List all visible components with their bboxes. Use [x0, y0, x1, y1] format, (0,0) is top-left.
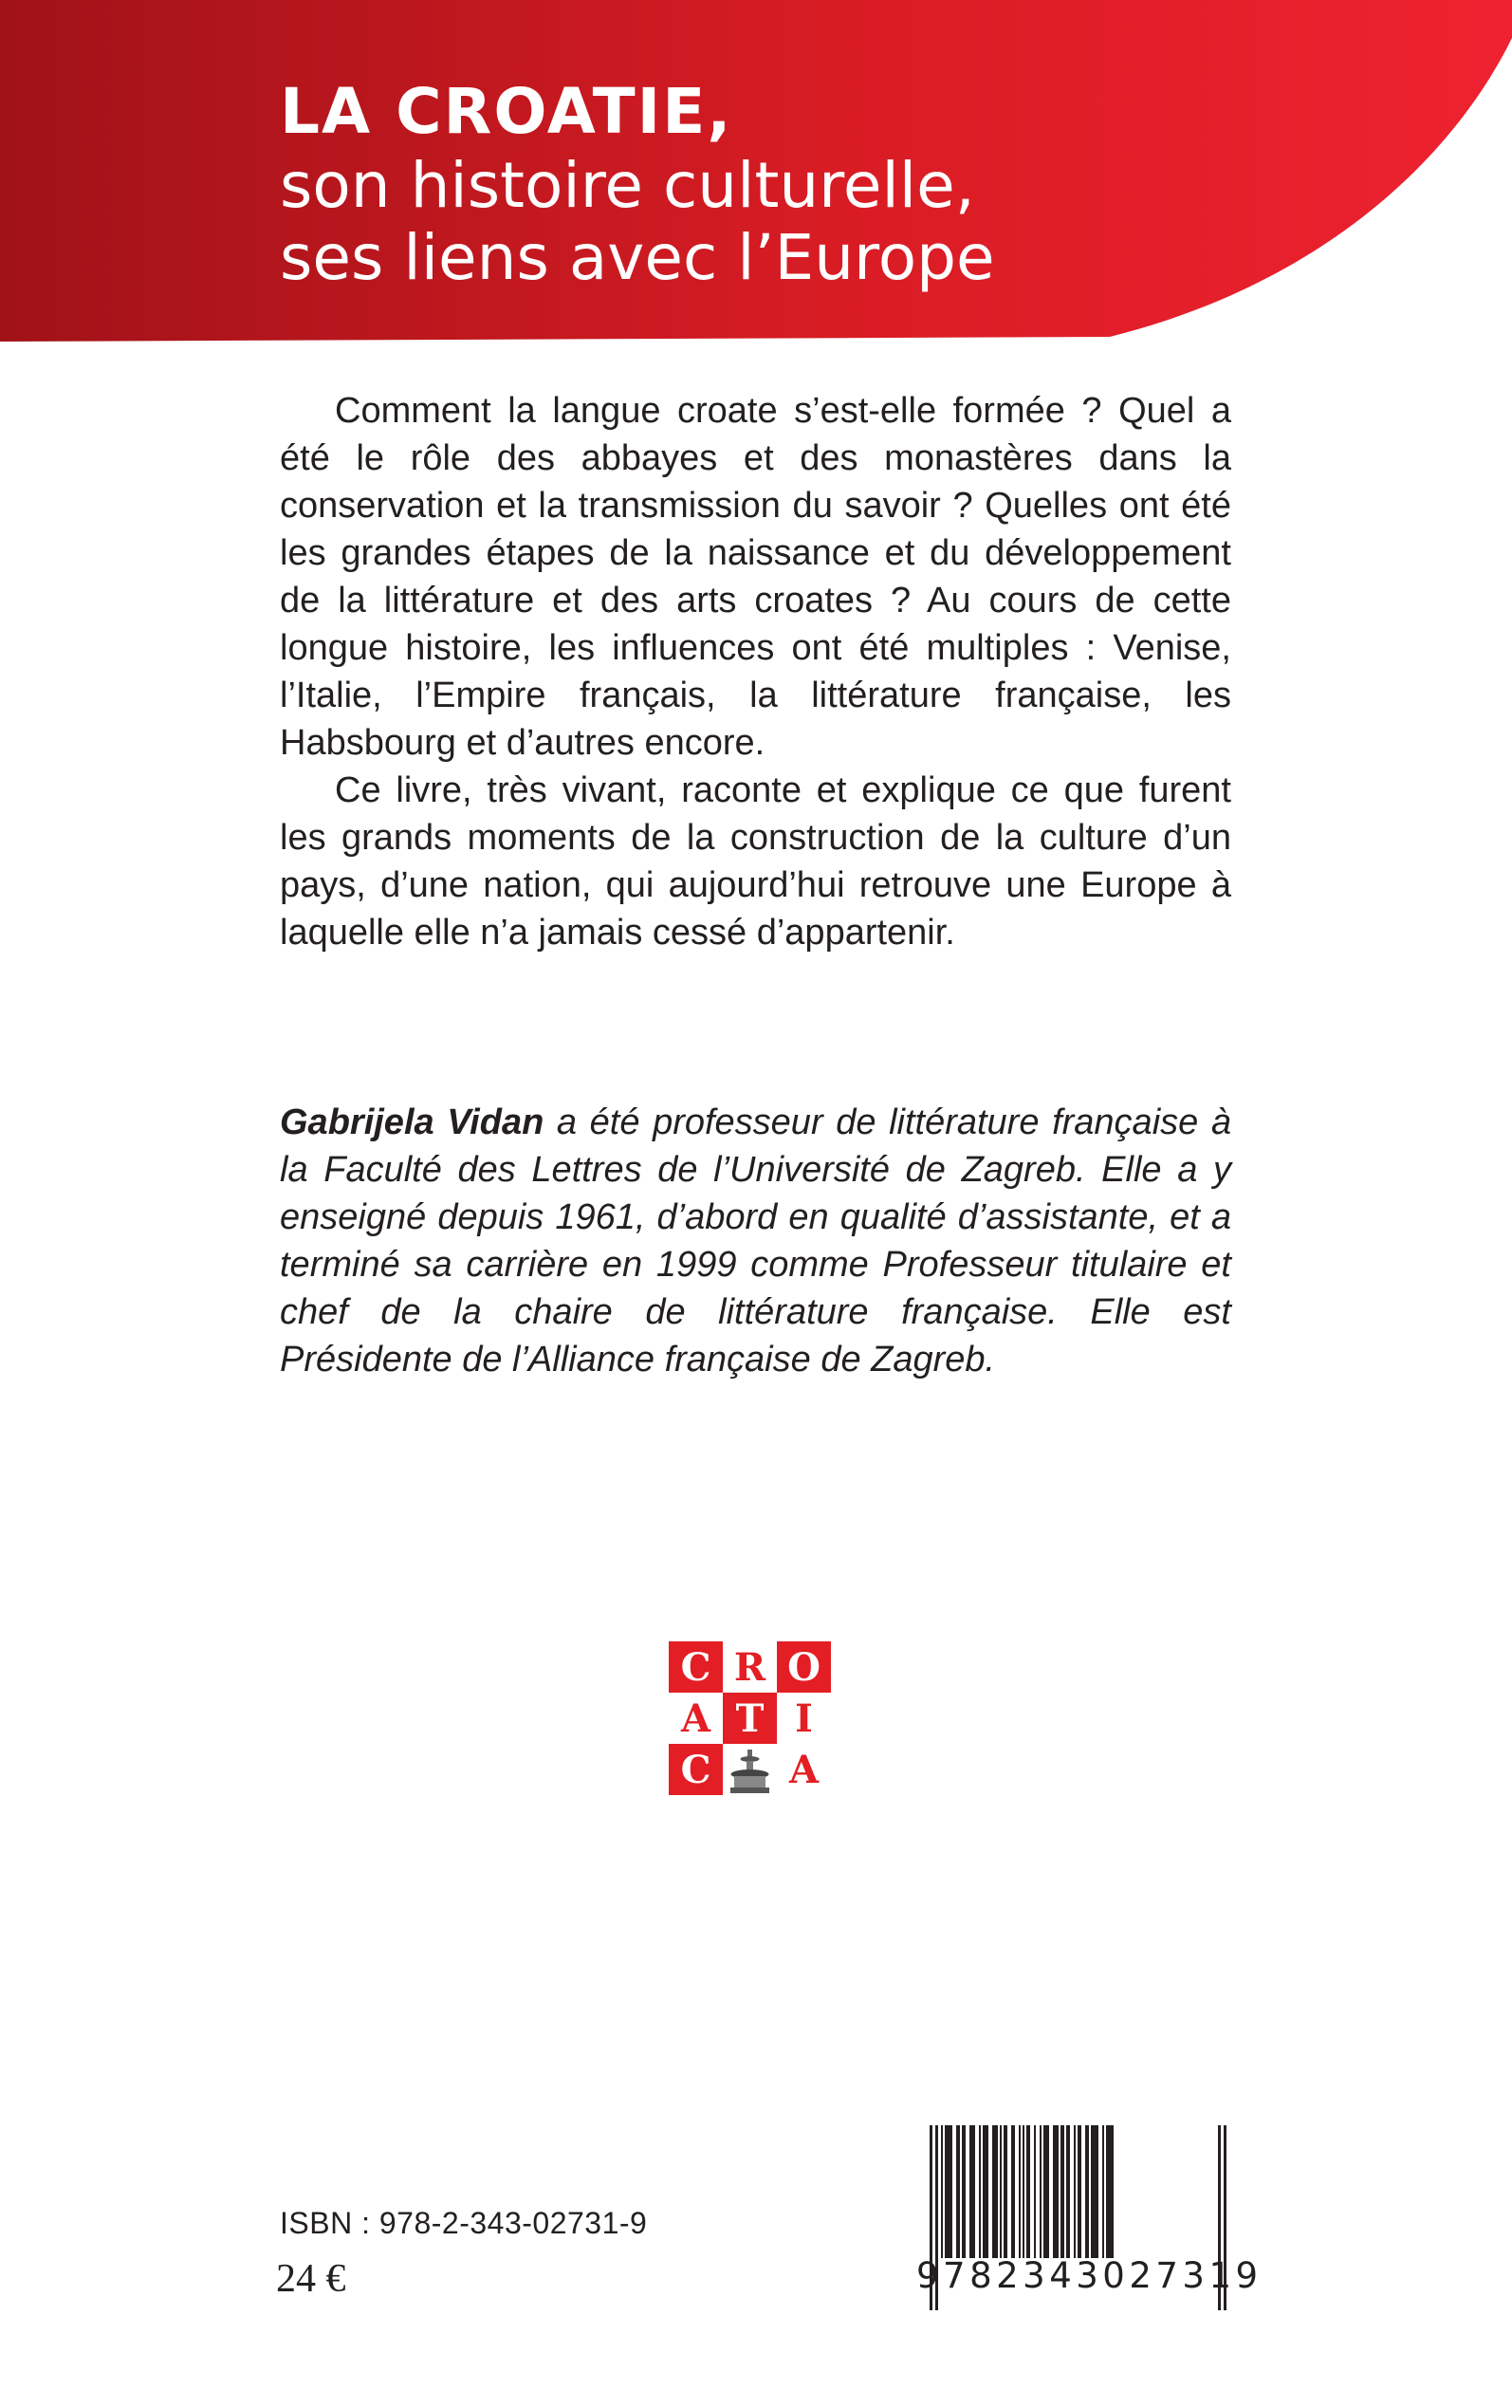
barcode-bar — [983, 2125, 988, 2258]
barcode-bar — [1074, 2125, 1076, 2258]
barcode-bar — [962, 2125, 966, 2258]
barcode-bar — [1060, 2125, 1064, 2258]
barcode-bar — [1026, 2125, 1030, 2258]
book-blurb — [280, 387, 1231, 956]
barcode-bar — [992, 2125, 998, 2258]
logo-letter-8: A — [777, 1744, 831, 1795]
logo-letter-1: C — [669, 1641, 723, 1693]
barcode-digits: 9782343027319 — [916, 2255, 1263, 2296]
fountain-icon — [723, 1744, 777, 1795]
logo-letter-5: T — [723, 1693, 777, 1744]
barcode-bar — [1043, 2125, 1049, 2258]
barcode-bar — [1106, 2125, 1114, 2258]
barcode-bar — [945, 2125, 952, 2258]
logo-letter-7: C — [669, 1744, 723, 1795]
logo-letter-4: A — [669, 1693, 723, 1744]
price: 24 € — [276, 2257, 346, 2301]
barcode-bar — [941, 2125, 943, 2258]
author-name: Gabrijela Vidan — [280, 1102, 544, 1142]
croatica-logo — [669, 1641, 831, 1795]
logo-letter-3: O — [777, 1641, 831, 1693]
barcode-bar — [1023, 2125, 1024, 2258]
logo-letter-6: I — [777, 1693, 831, 1744]
barcode-bar — [1040, 2125, 1042, 2258]
author-bio-text: a été professeur de littérature française à la Faculté des Lettres de l’Université de Zagreb. Elle a y enseigné depuis 1961, d’abord en qualité d’assistante, et a terminé sa carrière en 1999 comme Professeur titulaire et chef de la chaire de littérature française. Elle est Présidente de l’Alliance française de Zagreb. — [280, 1102, 1232, 1380]
title-line-1: LA CROATIE, — [280, 75, 733, 148]
barcode-bar — [1034, 2125, 1036, 2258]
barcode-bar — [1000, 2125, 1002, 2258]
barcode-bar — [956, 2125, 960, 2258]
title-line-2: son histoire culturelle, — [280, 149, 975, 222]
barcode-bar — [1091, 2125, 1098, 2258]
blurb-paragraph-1: Comment la langue croate s’est-elle formée ? Quel a été le rôle des abbayes et des monastères dans la conservation et la transmission du savoir ? Quelles ont été les grandes étapes de la naissance et du développement de la littérature et des arts croates ? Au cours de cette longue histoire, les influences ont été multiples : Venise, l’Italie, l’Empire français, la littérature française, les Habsbourg et d’autres encore. — [280, 391, 1231, 763]
barcode-bar — [969, 2125, 975, 2258]
barcode-bar — [1085, 2125, 1089, 2258]
barcode-bar — [979, 2125, 981, 2258]
blurb-paragraph-2: Ce livre, très vivant, raconte et explique ce que furent les grands moments de la construction de la culture d’un pays, d’une nation, qui aujourd’hui retrouve une Europe à laquelle elle n’a jamais cessé d’appartenir. — [280, 770, 1231, 953]
barcode-bar — [1004, 2125, 1007, 2258]
barcode-bar — [1102, 2125, 1104, 2258]
logo-letter-2: R — [723, 1641, 777, 1693]
title-line-3: ses liens avec l’Europe — [280, 221, 995, 294]
barcode-bar — [1078, 2125, 1081, 2258]
barcode-bar — [1019, 2125, 1021, 2258]
author-bio — [280, 1099, 1231, 1383]
book-title — [280, 74, 995, 294]
isbn: ISBN : 978-2-343-02731-9 — [280, 2206, 648, 2240]
barcode-bar — [1053, 2125, 1059, 2258]
barcode-bar — [1066, 2125, 1070, 2258]
barcode-bar — [1011, 2125, 1015, 2258]
